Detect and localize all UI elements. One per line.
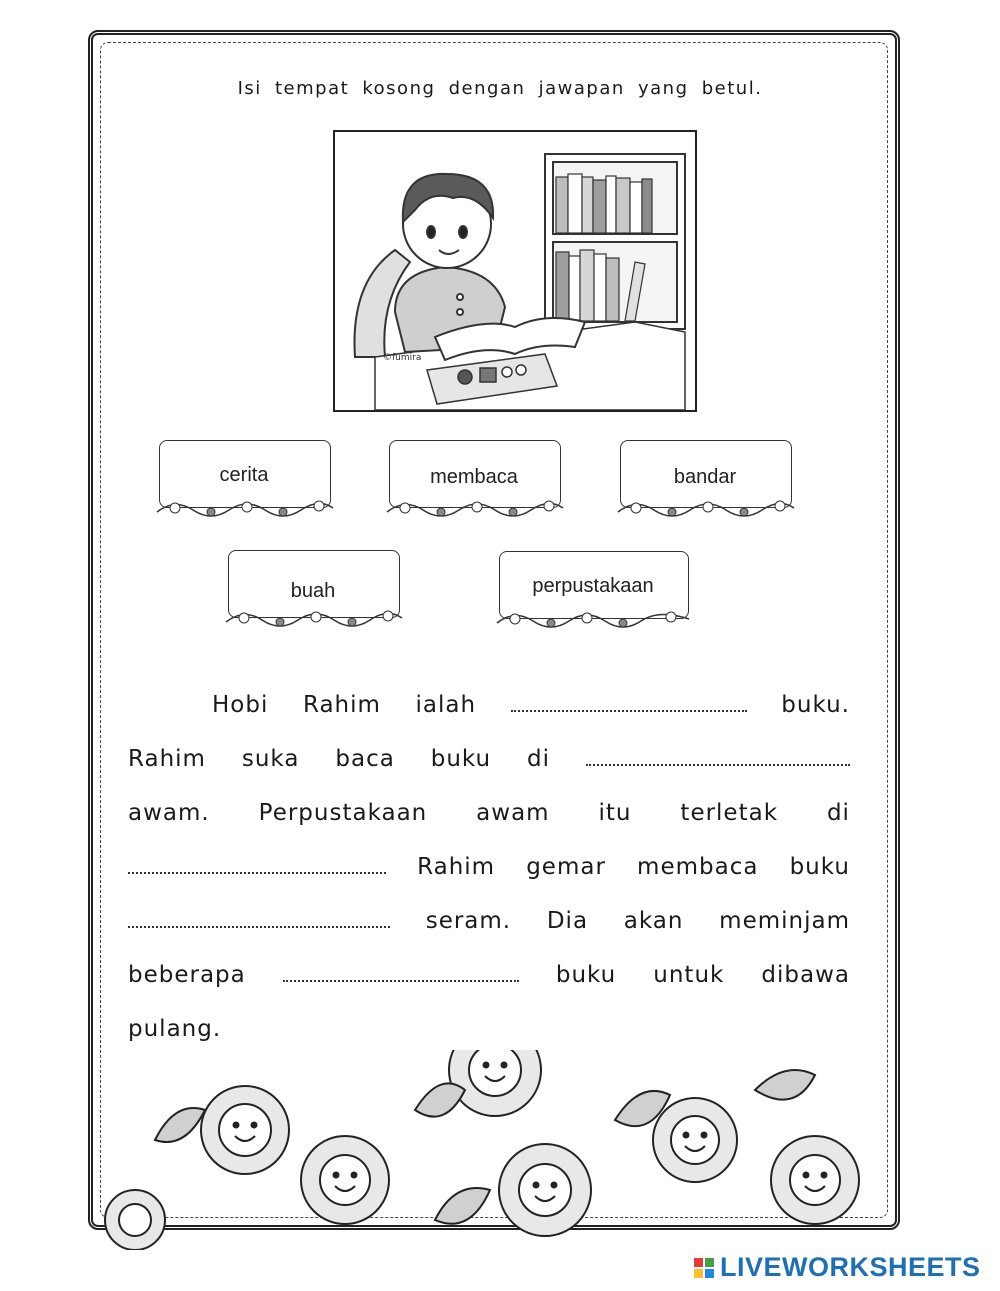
logo-blocks-icon [694, 1258, 714, 1278]
paragraph-line-3 [128, 800, 850, 826]
word: terletak [680, 800, 779, 826]
flower-icon [201, 1086, 289, 1174]
word-card-label: cerita [219, 464, 269, 486]
vine-decoration-icon [616, 494, 796, 524]
flower-icon [771, 1136, 859, 1224]
paragraph-line-6 [128, 962, 850, 988]
word: di [527, 746, 551, 772]
word: awam [476, 800, 550, 826]
vine-decoration-icon [495, 605, 691, 635]
answer-blank-3[interactable] [128, 854, 386, 874]
vine-decoration-icon [155, 494, 335, 524]
word: Rahim [302, 692, 381, 718]
word: baca [335, 746, 395, 772]
answer-blank-4[interactable] [128, 908, 390, 928]
word: pulang. [128, 1016, 222, 1042]
paragraph-line-1 [212, 692, 850, 718]
word-card-buah[interactable] [228, 550, 400, 630]
paragraph-line-5 [128, 908, 850, 934]
word-card-label: bandar [673, 466, 737, 488]
word: gemar [526, 854, 606, 880]
word: Rahim [128, 746, 206, 772]
word: buku [555, 962, 617, 988]
boy-reading-illustration [333, 130, 697, 412]
word-card-cerita[interactable] [159, 440, 331, 520]
flower-icon [449, 1050, 541, 1116]
word: meminjam [719, 908, 850, 934]
answer-blank-5[interactable] [283, 962, 519, 982]
word-card-label: buah [290, 580, 336, 602]
flower-border-decoration [95, 1050, 905, 1250]
flower-icon [105, 1190, 165, 1250]
flower-icon [499, 1144, 591, 1236]
word: akan [623, 908, 684, 934]
word: Rahim [417, 854, 496, 880]
word: awam. [128, 800, 210, 826]
word: Dia [546, 908, 589, 934]
paragraph-line-7 [128, 1016, 850, 1042]
word: membaca [637, 854, 759, 880]
answer-blank-2[interactable] [586, 746, 850, 766]
word: Hobi [212, 692, 269, 718]
word: seram. [425, 908, 512, 934]
word: ialah [415, 692, 477, 718]
leaf-icon [155, 1108, 205, 1142]
word-card-label: perpustakaan [532, 575, 654, 597]
word: buku [430, 746, 492, 772]
word-card-membaca[interactable] [389, 440, 561, 520]
brand-name: LIVEWORKSHEETS [720, 1252, 981, 1282]
vine-decoration-icon [224, 604, 404, 634]
word: suka [241, 746, 300, 772]
word: buku [789, 854, 850, 880]
leaf-icon [755, 1070, 815, 1100]
word: di [826, 800, 850, 826]
paragraph-line-4 [128, 854, 850, 880]
word-card-label: membaca [430, 466, 518, 488]
flower-icon [653, 1098, 737, 1182]
illustration-caption: ©fumira [383, 353, 422, 363]
liveworksheets-logo [694, 1252, 981, 1283]
instruction-text: Isi tempat kosong dengan jawapan yang betul. [237, 78, 763, 99]
illustration-svg [335, 132, 695, 410]
word: Perpustakaan [258, 800, 428, 826]
word: untuk [653, 962, 725, 988]
flower-icon [301, 1136, 389, 1224]
leaf-icon [435, 1188, 490, 1224]
leaf-icon [415, 1083, 465, 1116]
answer-blank-1[interactable] [511, 692, 747, 712]
word: beberapa [128, 962, 246, 988]
word: itu [598, 800, 632, 826]
vine-decoration-icon [385, 494, 565, 524]
paragraph-line-2 [128, 746, 850, 772]
word-card-bandar[interactable] [620, 440, 792, 520]
word-card-perpustakaan[interactable] [499, 551, 671, 631]
word: dibawa [761, 962, 850, 988]
word: buku. [781, 692, 850, 718]
